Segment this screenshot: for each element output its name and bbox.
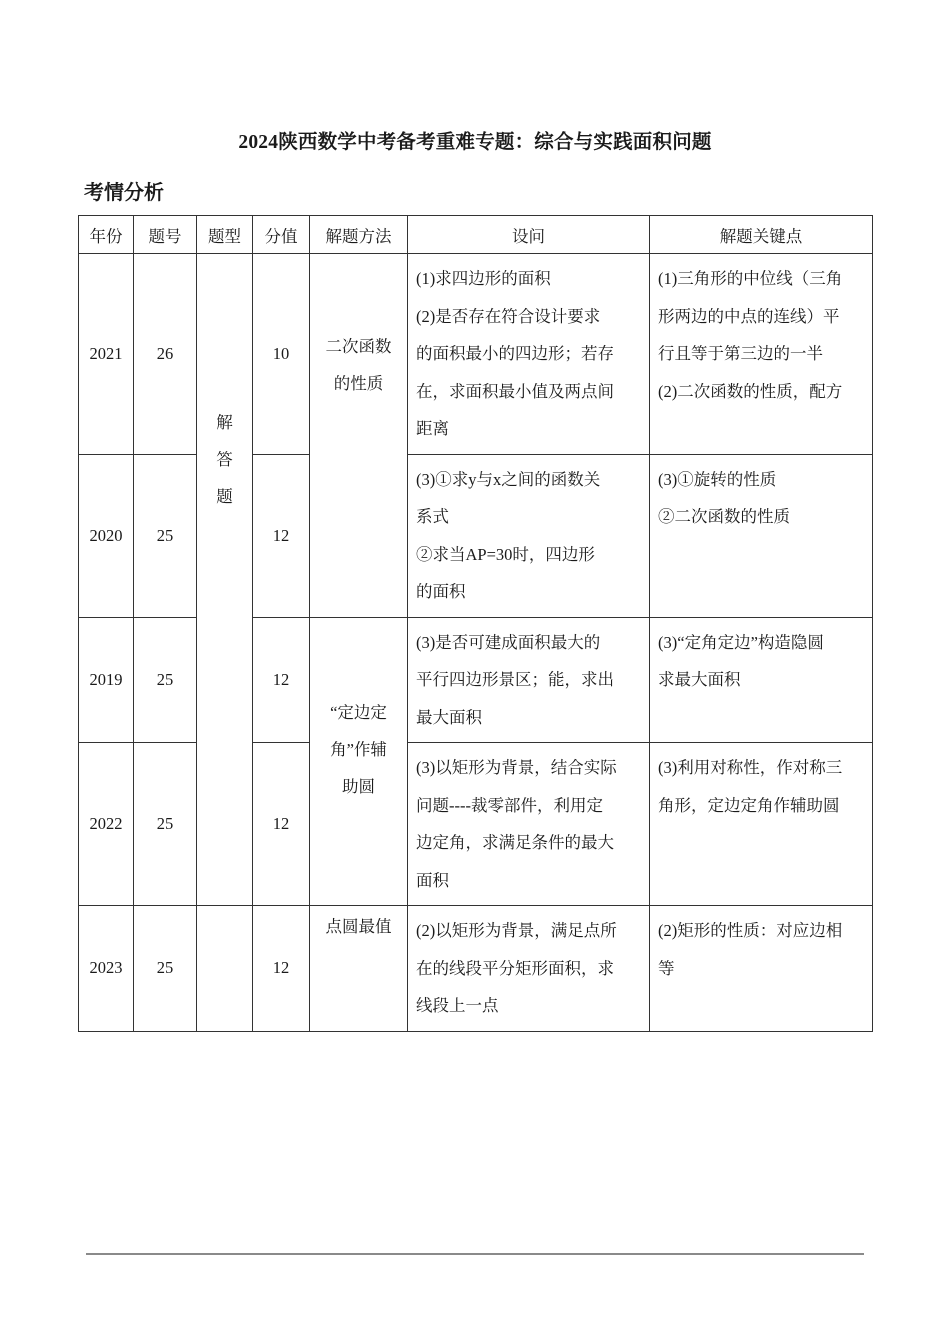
key-line: (3)“定角定边”构造隐圆 [658,632,824,652]
question-cell [408,454,650,617]
header-score: 分值 [253,216,310,254]
question-line: 的面积最小的四边形；若存 [416,344,614,363]
key-line: 角形，定边定角作辅助圆 [658,795,840,815]
key-line: ②二次函数的性质 [658,507,790,526]
year-cell: 2020 [79,454,134,617]
score-cell: 12 [253,743,310,906]
header-year: 年份 [79,216,134,254]
question-line: 距离 [416,419,449,438]
header-key-points: 解题关键点 [650,216,873,254]
table-row [79,906,873,1032]
score-cell: 10 [253,254,310,455]
key-line: 行且等于第三边的一半 [658,344,823,363]
header-number: 题号 [134,216,197,254]
year-cell: 2021 [79,254,134,455]
method-cell [310,617,408,906]
question-cell [408,617,650,743]
header-question: 设问 [408,216,650,254]
key-points-cell [650,743,873,906]
footer-divider [86,1253,864,1255]
number-cell: 25 [134,454,197,617]
number-cell: 25 [134,617,197,743]
question-cell [408,254,650,455]
number-cell: 25 [134,906,197,1032]
question-line: 边定角，求满足条件的最大 [416,833,614,852]
key-points-cell [650,617,873,743]
question-line: 面积 [416,870,449,890]
question-line: (3)①求y与x之间的函数关 [416,469,601,489]
score-cell: 12 [253,617,310,743]
method-cell [310,254,408,618]
type-char: 题 [216,487,233,506]
key-line: (2)矩形的性质：对应边相 [658,921,843,940]
year-cell: 2019 [79,617,134,743]
header-method: 解题方法 [310,216,408,254]
question-line: (2)以矩形为背景，满足点所 [416,921,617,940]
number-cell: 25 [134,743,197,906]
document-title: 2024陕西数学中考备考重难专题：综合与实践面积问题 [238,132,712,153]
method-line: 助圆 [342,776,375,796]
question-type-cell-empty [197,906,253,1032]
question-line: 最大面积 [416,707,482,727]
key-line: 等 [658,958,675,978]
question-line: 在的线段平分矩形面积，求 [416,958,614,978]
key-line: (3)①旋转的性质 [658,469,777,489]
question-line: (1)求四边形的面积 [416,269,551,288]
table-row [79,254,873,455]
method-line: 点圆最值 [325,917,392,936]
question-line: 线段上一点 [416,996,499,1015]
type-char: 答 [216,450,233,469]
key-points-cell [650,254,873,455]
question-line: (2)是否存在符合设计要求 [416,306,601,326]
table-header-row [79,216,873,254]
question-line: 问题----裁零部件，利用定 [416,795,603,815]
header-type: 题型 [197,216,253,254]
question-line: 的面积 [416,582,466,601]
key-line: (3)利用对称性，作对称三 [658,758,843,777]
question-line: ②求当AP=30时，四边形 [416,544,595,564]
score-cell: 12 [253,906,310,1032]
key-line: (1)三角形的中位线（三角 [658,269,843,288]
exam-analysis-table [78,215,873,1032]
key-points-cell [650,906,873,1032]
method-cell [310,906,408,1032]
key-points-cell [650,454,873,617]
method-line: 角”作辅 [330,739,387,759]
method-line: 的性质 [333,374,384,393]
question-type-cell [197,254,253,906]
type-char: 解 [216,413,233,432]
key-line: (2)二次函数的性质，配方 [658,381,843,401]
question-cell [408,743,650,906]
section-heading: 考情分析 [84,180,164,204]
key-line: 形两边的中点的连线）平 [658,306,840,326]
method-line: “定边定 [330,702,387,722]
method-line: 二次函数 [325,337,392,356]
question-line: 在，求面积最小值及两点间 [416,381,614,401]
year-cell: 2023 [79,906,134,1032]
score-cell: 12 [253,454,310,617]
number-cell: 26 [134,254,197,455]
question-line: (3)以矩形为背景，结合实际 [416,758,617,777]
year-cell: 2022 [79,743,134,906]
key-line: 求最大面积 [658,670,741,689]
question-line: (3)是否可建成面积最大的 [416,632,601,652]
question-line: 系式 [416,507,449,526]
question-line: 平行四边形景区；能，求出 [416,670,614,689]
question-cell [408,906,650,1032]
